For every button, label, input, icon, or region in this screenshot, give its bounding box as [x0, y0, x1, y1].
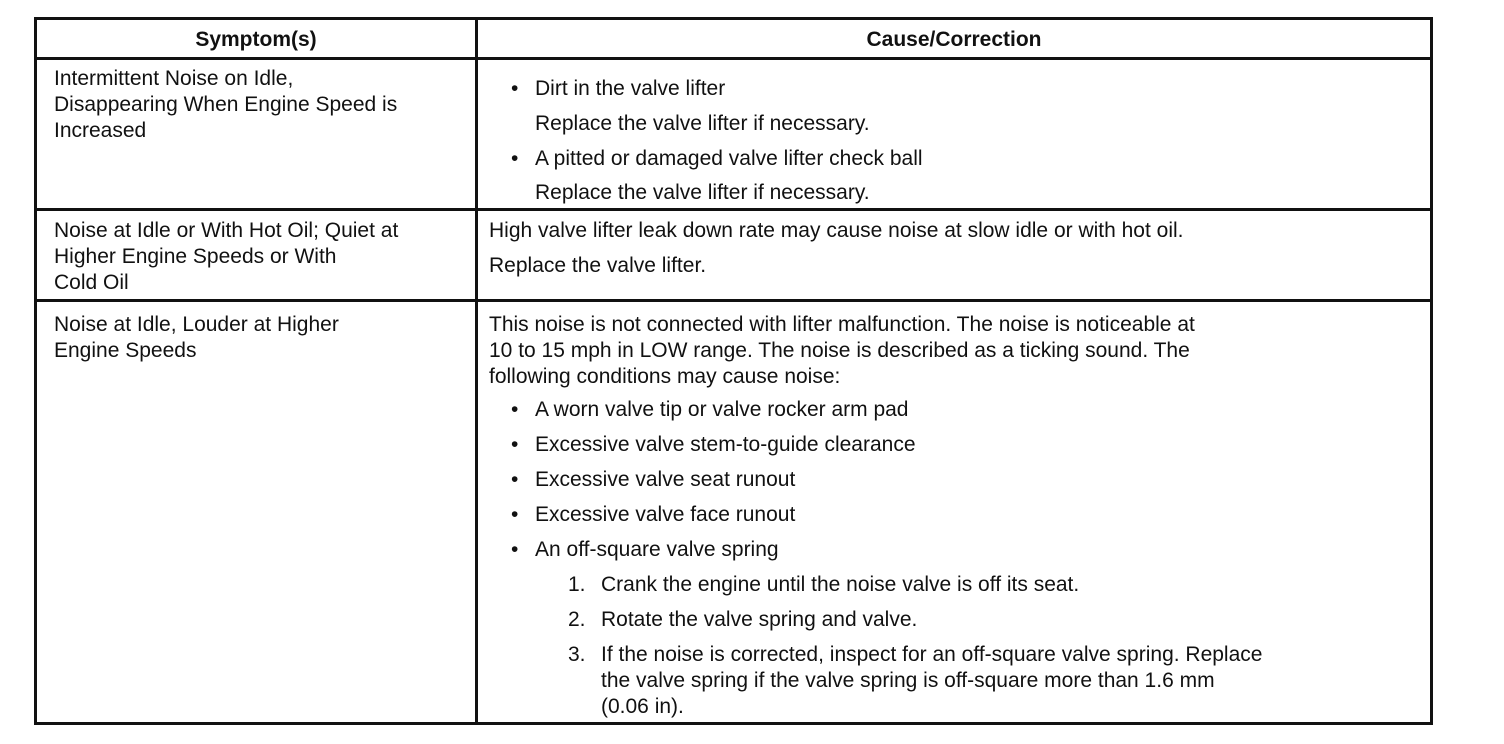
- intro-line: 10 to 15 mph in LOW range. The noise is described as a ticking sound. The: [489, 339, 1190, 362]
- symptom-line: Higher Engine Speeds or With: [54, 245, 337, 268]
- numbered-step: [489, 607, 1429, 633]
- row-3-cause: [489, 312, 1429, 720]
- bullet-item: • Excessive valve stem-to-guide clearance: [489, 432, 1429, 458]
- intro-line: following conditions may cause noise:: [489, 365, 841, 388]
- symptom-line: Noise at Idle or With Hot Oil; Quiet at: [54, 219, 399, 242]
- bullet-item: • An off-square valve spring: [489, 537, 1429, 563]
- step-line: Rotate the valve spring and valve.: [601, 608, 918, 631]
- symptom-line: Increased: [54, 119, 147, 142]
- numbered-step: [489, 572, 1429, 598]
- bullet-subtext: Replace the valve lifter if necessary.: [535, 112, 870, 135]
- row-2-cause: [489, 218, 1429, 279]
- step-number: 2.: [568, 608, 586, 631]
- diagnosis-table: [34, 17, 1433, 725]
- step-number: 1.: [568, 573, 586, 596]
- column-divider: [475, 20, 478, 722]
- step-line: If the noise is corrected, inspect for an off-square valve spring. Replace: [601, 643, 1263, 666]
- step-line: the valve spring if the valve spring is off-square more than 1.6 mm: [601, 669, 1215, 692]
- row-divider-2: [37, 299, 1430, 302]
- header-symptom: Symptom(s): [195, 28, 317, 51]
- row-3-symptom: [54, 312, 474, 364]
- cause-paragraph: High valve lifter leak down rate may cause noise at slow idle or with hot oil.: [489, 219, 1184, 242]
- cause-paragraph: Replace the valve lifter.: [489, 254, 707, 277]
- symptom-line: Noise at Idle, Louder at Higher: [54, 313, 339, 336]
- symptom-line: Disappearing When Engine Speed is: [54, 93, 398, 116]
- intro-line: This noise is not connected with lifter malfunction. The noise is noticeable at: [489, 313, 1195, 336]
- row-divider-1: [37, 208, 1430, 211]
- symptom-line: Cold Oil: [54, 271, 129, 294]
- symptom-line: Engine Speeds: [54, 339, 197, 362]
- row-1-cause: [489, 76, 1429, 206]
- numbered-step: [489, 642, 1429, 720]
- step-line: Crank the engine until the noise valve is off its seat.: [601, 573, 1080, 596]
- symptom-line: Intermittent Noise on Idle,: [54, 67, 294, 90]
- bullet-item: • Excessive valve seat runout: [489, 467, 1429, 493]
- step-number: 3.: [568, 643, 586, 666]
- step-line: (0.06 in).: [601, 695, 684, 718]
- row-2-symptom: [54, 218, 474, 296]
- header-divider: [37, 57, 1430, 60]
- bullet-item: • Dirt in the valve lifter: [489, 76, 1429, 102]
- bullet-item: • A pitted or damaged valve lifter check ball: [489, 146, 1429, 172]
- header-cause: Cause/Correction: [866, 28, 1042, 51]
- bullet-subtext: Replace the valve lifter if necessary.: [535, 181, 870, 204]
- bullet-item: • A worn valve tip or valve rocker arm pad: [489, 397, 1429, 423]
- bullet-item: • Excessive valve face runout: [489, 502, 1429, 528]
- row-1-symptom: [54, 66, 474, 144]
